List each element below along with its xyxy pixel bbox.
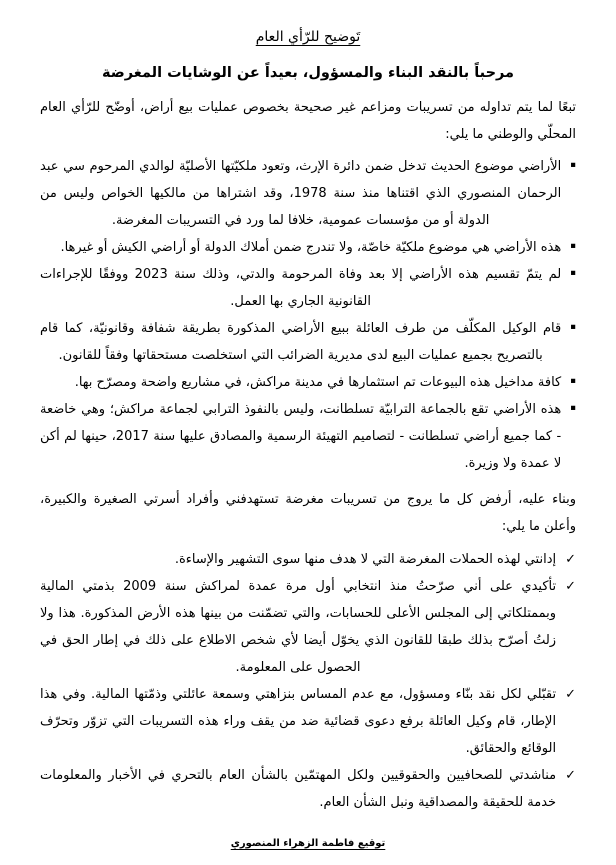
list-item-text: هذه الأراضي هي موضوع ملكيّة خاصّة، ولا تندرج ضمن أملاك الدولة أو أراضي الكيش أو غيرها. [60, 240, 562, 255]
list-item [40, 315, 576, 369]
list-item [40, 762, 576, 816]
page-subtitle: مرحباً بالنقد البناء والمسؤول، بعيداً عن الوشايات المغرضة [101, 65, 515, 81]
list-item [40, 396, 576, 477]
checkmark-icon: ✓ [565, 687, 576, 702]
list-item-text: كافة مداخيل هذه البيوعات تم استثمارها في مدينة مراكش، في مشاريع واضحة ومصرّح بها. [74, 375, 562, 390]
checkmark-icon: ✓ [565, 768, 576, 783]
list-item-text: مناشدتي للصحافيين والحقوقيين ولكل المهتمّين بالشأن العام بالتحري في الأخبار والمعلومات خدمة للحقيقة والمصداقية ونبل الشأن العام. [40, 768, 557, 810]
list-item-text: قام الوكيل المكلّف من طرف العائلة ببيع الأراضي المذكورة بطريقة شفافة وقانونيّة، كما قام بالتصريح بجميع عمليات البيع لدى مديرية الضرائب التي استخلصت مستحقاتها وفقاً للقانون. [40, 321, 562, 363]
square-bullet-icon: ▪ [570, 403, 576, 413]
square-bullet-icon: ▪ [570, 322, 576, 332]
list-item [40, 369, 576, 396]
square-bullet-icon: ▪ [570, 376, 576, 386]
list-item [40, 153, 576, 234]
list-item-text: هذه الأراضي تقع بالجماعة الترابيّة تسلطانت، وليس بالنفوذ الترابي لجماعة مراكش؛ وهي خاضعة - كما جميع أراضي تسلطانت - لتصاميم التهيئة الرسمية والمصادق عليها سنة 2017، حينها لم أكن لا عمدة ولا وزيرة. [40, 402, 562, 471]
checkmark-icon: ✓ [565, 579, 576, 594]
list-item [40, 261, 576, 315]
square-bullet-icon: ▪ [570, 160, 576, 170]
facts-list [40, 153, 576, 477]
list-item [40, 681, 576, 762]
square-bullet-icon: ▪ [570, 241, 576, 251]
square-bullet-icon: ▪ [570, 268, 576, 278]
list-item [40, 234, 576, 261]
checkmark-icon: ✓ [565, 552, 576, 567]
list-item-text: تقبّلي لكل نقد بنّاء ومسؤول، مع عدم المساس بنزاهتي وسمعة عائلتي وذمّتها المالية. وفي هذا الإطار، قام وكيل العائلة برفع دعوى قضائية ضد من يقف وراء هذه التسريبات التي تزوّر وتحرّف الوقائع والحقائق. [40, 687, 557, 756]
list-item [40, 546, 576, 573]
list-item-text: لم يتمّ تقسيم هذه الأراضي إلا بعد وفاة المرحومة والدتي، وذلك سنة 2023 ووفقًا للإجراءات القانونية الجاري بها العمل. [40, 267, 562, 309]
signature-line: توقيع فاطمة الزهراء المنصوري [230, 838, 386, 849]
list-item [40, 573, 576, 681]
intro-paragraph: تبعًا لما يتم تداوله من تسريبات ومزاعم غير صحيحة بخصوص عمليات بيع أراض، أوضّح للرّأي العام المحلّي والوطني ما يلي: [40, 100, 576, 142]
page-title: تَوضيح للرّأي العام [255, 29, 361, 45]
declarations-list [40, 546, 576, 816]
list-item-text: إدانتي لهذه الحملات المغرضة التي لا هدف منها سوى التشهير والإساءة. [174, 552, 557, 567]
list-item-text: تأكيدي على أني صرّحتُ منذ انتخابي أول مرة عمدة لمراكش سنة 2009 بذمتي المالية وبممتلكاتي إلى المجلس الأعلى للحسابات، والتي تضمّنت من بينها هذه الأرض المذكورة. هذا ولا زلتُ أصرّح بذلك طبقا للقانون الذي يخوّل أيضا لأي شخص الاطلاع على ذلك في إطار الحق في الحصول على المعلومة. [40, 579, 557, 675]
list-item-text: الأراضي موضوع الحديث تدخل ضمن دائرة الإرث، وتعود ملكيّتها الأصليّة لوالدي المرحوم سي عبد الرحمان المنصوري الذي اقتناها منذ سنة 1978، وقد اشتراها من مالكيها الخواص وليس من الدولة أو من مؤسسات عمومية، خلافا لما ورد في التسريبات المغرضة. [40, 159, 562, 228]
declaration-intro-paragraph: وبناء عليه، أرفض كل ما يروج من تسريبات مغرضة تستهدفني وأفراد أسرتي الصغيرة والكبيرة، وأعلن ما يلي: [40, 492, 576, 534]
